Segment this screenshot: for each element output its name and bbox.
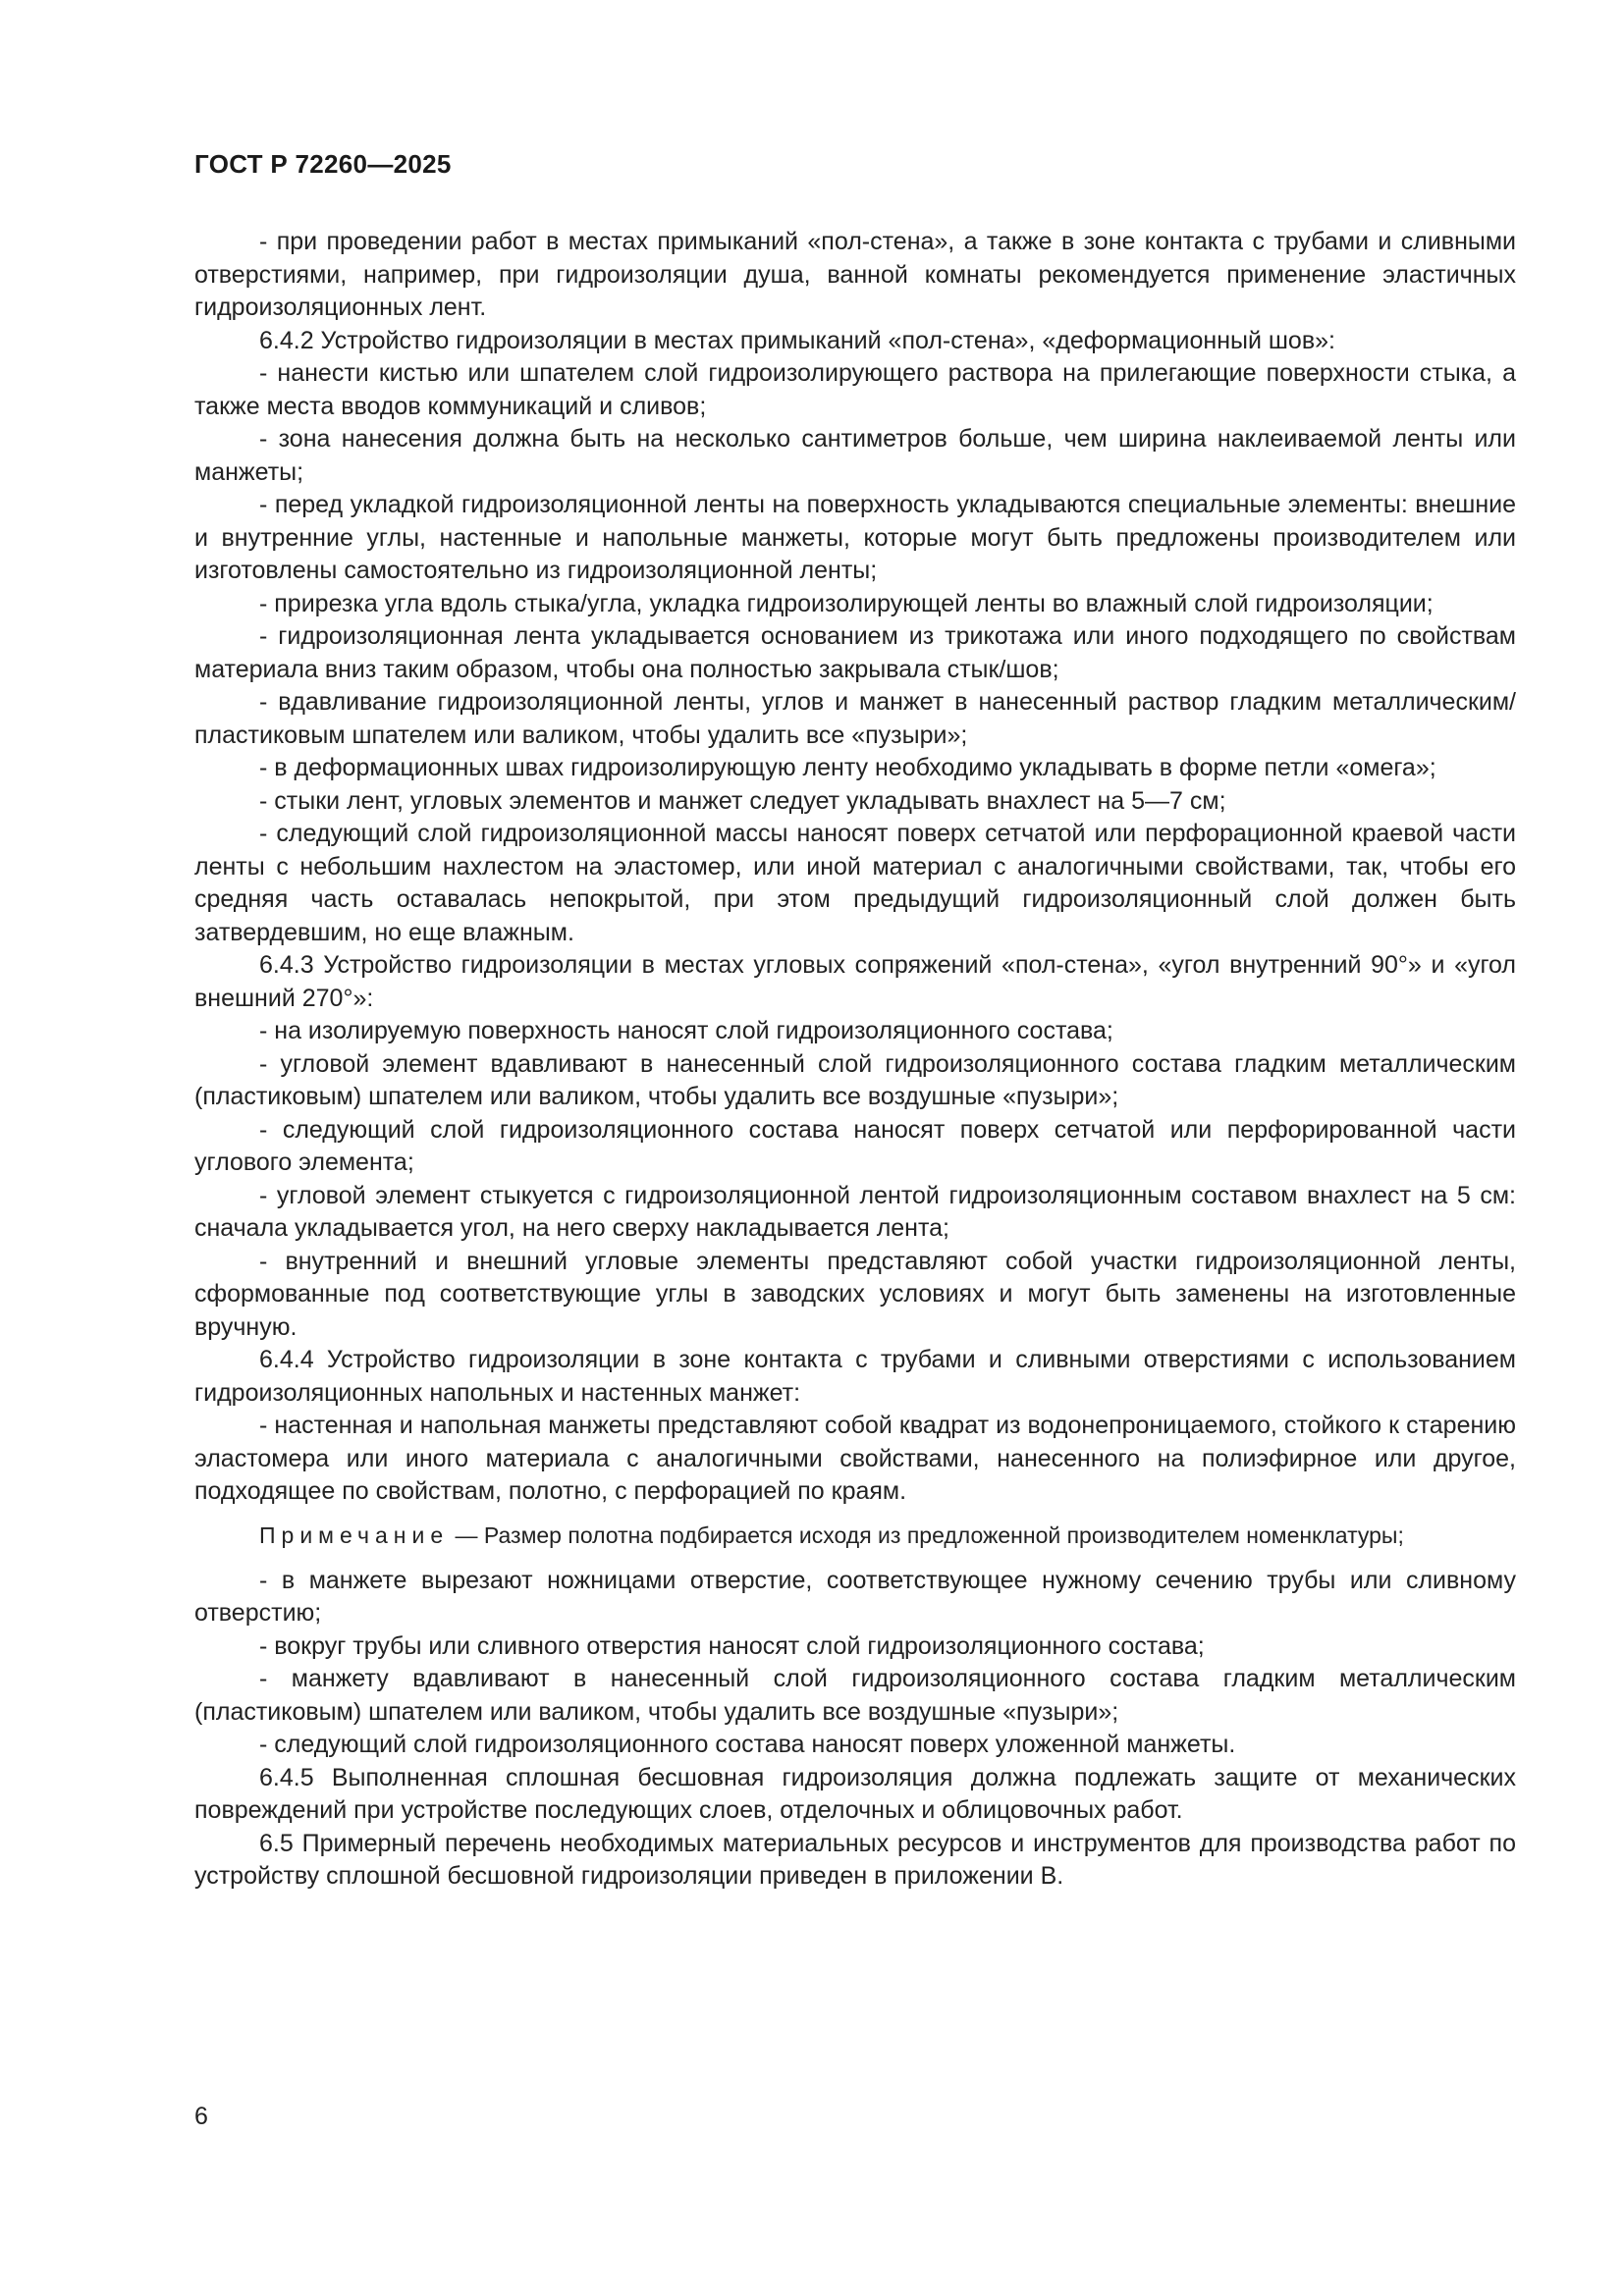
list-item: - следующий слой гидроизоляционного состава наносят поверх уложенной манжеты. [259,1731,1236,1758]
list-item: - в деформационных швах гидроизолирующую ленту необходимо укладывать в форме петли «омега»; [259,754,1436,781]
list-item: - вокруг трубы или сливного отверстия наносят слой гидроизоляционного состава; [259,1631,1205,1660]
page-number: 6 [194,2103,208,2130]
list-item: - угловой элемент стыкуется с гидроизоляционной лентой гидроизоляционным составом внахлест на 5 см: сначала укладывается угол, на него сверху накладывается лента; [194,1181,1516,1242]
list-item: - стыки лент, угловых элементов и манжет следует укладывать внахлест на 5—7 см; [259,786,1226,815]
list-item: - зона нанесения должна быть на несколько сантиметров больше, чем ширина наклеиваемой ленты или манжеты; [194,425,1516,486]
list-item: - следующий слой гидроизоляционного состава наносят поверх сетчатой или перфорированной части углового элемента; [194,1115,1516,1176]
list-item: - настенная и напольная манжеты представляют собой квадрат из водонепроницаемого, стойкого к старению эластомера или иного материала с аналогичными свойствами, нанесенного на полиэфирное или другое, подходящее по свойствам, полотно, с перфорацией по краям. [194,1412,1516,1505]
note-text: — Размер полотна подбирается исходя из предложенной производителем номенклатуры; [455,1522,1404,1548]
section-heading-6-5: 6.5 Примерный перечень необходимых материальных ресурсов и инструментов для производства работ по устройству сплошной бесшовной гидроизоляции приведен в приложении В. [194,1829,1516,1890]
paragraph: - при проведении работ в местах примыканий «пол-стена», а также в зоне контакта с трубами и сливными отверстиями, например, при гидроизоляции душа, ванной комнаты рекомендуется применение эластичных гидроизоляционных лент. [194,228,1516,321]
note-label: Примечание [259,1522,450,1548]
list-item: - вдавливание гидроизоляционной ленты, углов и манжет в нанесенный раствор гладким металлическим/пластиковым шпателем или валиком, чтобы удалить все «пузыри»; [194,688,1516,749]
note [194,1521,1516,1551]
document-body [194,226,1516,1894]
list-item: - гидроизоляционная лента укладывается основанием из трикотажа или иного подходящего по свойствам материала вниз таким образом, чтобы она полностью закрывала стык/шов; [194,622,1516,683]
list-item: - перед укладкой гидроизоляционной ленты на поверхность укладываются специальные элементы: внешние и внутренние углы, настенные и напольные манжеты, которые могут быть предложены производителем или изготовлены самостоятельно из гидроизоляционной ленты; [194,491,1516,584]
list-item: - угловой элемент вдавливают в нанесенный слой гидроизоляционного состава гладким металлическим (пластиковым) шпателем или валиком, чтобы удалить все воздушные «пузыри»; [194,1049,1516,1110]
list-item: - прирезка угла вдоль стыка/угла, укладка гидроизолирующей ленты во влажный слой гидроизоляции; [259,589,1434,617]
standard-header: ГОСТ Р 72260—2025 [194,149,452,179]
list-item: - внутренний и внешний угловые элементы представляют собой участки гидроизоляционной ленты, сформованные под соответствующие углы в заводских условиях и могут быть заменены на изготовленные вручную. [194,1247,1516,1341]
section-heading-6-4-4: 6.4.4 Устройство гидроизоляции в зоне контакта с трубами и сливными отверстиями с использованием гидроизоляционных напольных и настенных манжет: [194,1346,1516,1407]
list-item: - на изолируемую поверхность наносят слой гидроизоляционного состава; [259,1017,1113,1044]
list-item: - следующий слой гидроизоляционной массы наносят поверх сетчатой или перфорационной краевой части ленты с небольшим нахлестом на эластомер, или иной материал с аналогичными свойствами, так, чтобы его средняя часть оставалась непокрытой, при этом предыдущий гидроизоляционный слой должен быть затвердевшим, но еще влажным. [194,820,1516,946]
section-heading-6-4-5: 6.4.5 Выполненная сплошная бесшовная гидроизоляция должна подлежать защите от механических повреждений при устройстве последующих слоев, отделочных и облицовочных работ. [194,1763,1516,1824]
list-item: - в манжете вырезают ножницами отверстие, соответствующее нужному сечению трубы или сливному отверстию; [194,1566,1516,1627]
list-item: - манжету вдавливают в нанесенный слой гидроизоляционного состава гладким металлическим (пластиковым) шпателем или валиком, чтобы удалить все воздушные «пузыри»; [194,1665,1516,1726]
section-heading-6-4-3: 6.4.3 Устройство гидроизоляции в местах угловых сопряжений «пол-стена», «угол внутренний 90°» и «угол внешний 270°»: [194,951,1516,1012]
list-item: - нанести кистью или шпателем слой гидроизолирующего раствора на прилегающие поверхности стыка, а также места вводов коммуникаций и сливов; [194,359,1516,420]
section-heading-6-4-2: 6.4.2 Устройство гидроизоляции в местах примыканий «пол-стена», «деформационный шов»: [259,326,1335,354]
